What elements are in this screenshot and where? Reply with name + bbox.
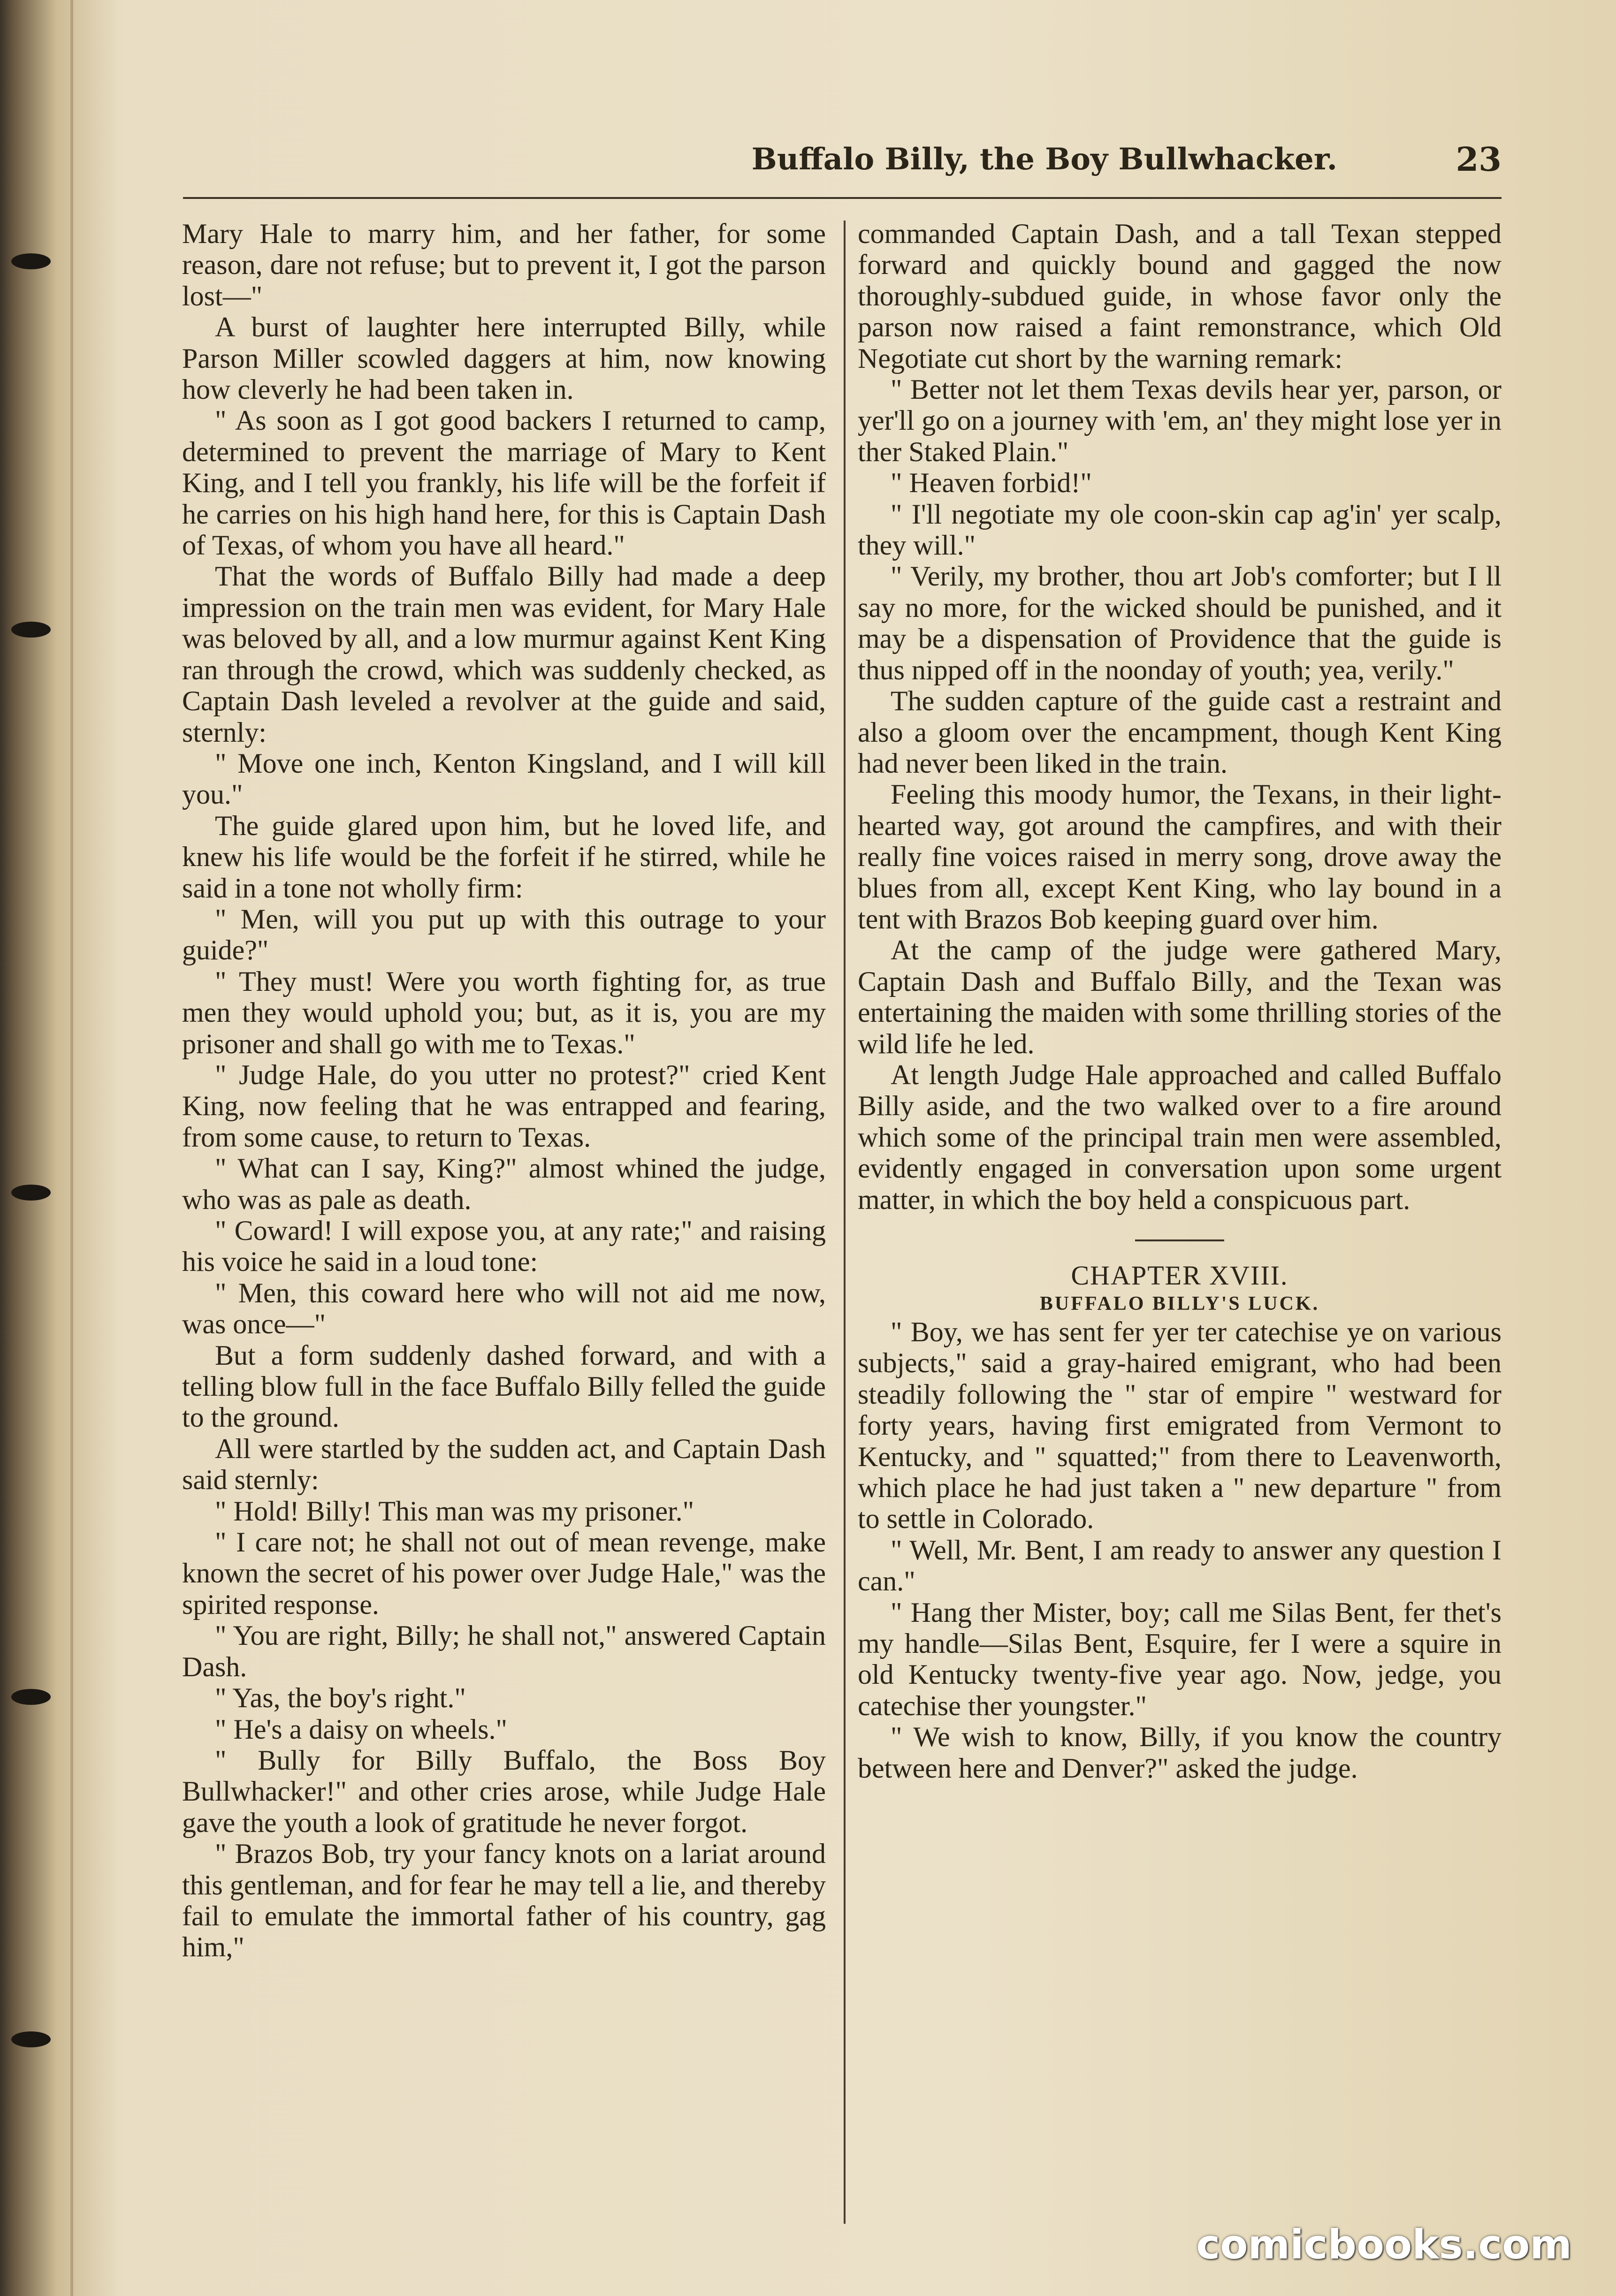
paragraph: " Well, Mr. Bent, I am ready to answer any question I can." [858, 1534, 1502, 1597]
chapter-rule [1135, 1239, 1224, 1241]
paragraph: " They must! Were you worth fighting for, as true men they would uphold you; but, as it is, you are my prisoner and shall go with me to Texas." [182, 966, 826, 1059]
chapter-title: CHAPTER XVIII. [1071, 1260, 1288, 1291]
paragraph: " Heaven forbid!" [891, 467, 1092, 499]
paragraph: " Yas, the boy's right." [215, 1682, 466, 1714]
paragraph: " As soon as I got good backers I returned to camp, determined to prevent the marriage of Mary to Kent King, and I tell you frankly, his life will be the forfeit if he carries on his high hand here, for this is Captain Dash of Texas, of whom you have all heard." [182, 405, 826, 561]
paragraph: " Boy, we has sent fer yer ter catechise ye on various subjects," said a gray-haired emigrant, who had been steadily following the " star of empire " westward for forty years, having first emigrated from Vermont to Kentucky, and " squatted;" from there to Leavenworth, which place he had just taken a " new departure " from to settle in Colorado. [858, 1316, 1502, 1535]
paragraph: Feeling this moody humor, the Texans, in their light-hearted way, got around the campfires, and with their really fine voices raised in merry song, drove away the blues from all, except Kent King, who lay bound in a tent with Brazos Bob keeping guard over him. [858, 779, 1502, 935]
binding-hole [11, 253, 51, 269]
paragraph: " What can I say, King?" almost whined the judge, who was as pale as death. [182, 1153, 826, 1215]
binding-hole [11, 1185, 51, 1201]
right-column [858, 218, 1502, 2226]
binding-hole [11, 622, 51, 638]
binding-gutter [70, 0, 73, 2296]
paragraph: The guide glared upon him, but he loved life, and knew his life would be the forfeit if he stirred, while he said in a tone not wholly firm: [182, 810, 826, 904]
paragraph: " I'll negotiate my ole coon-skin cap ag'in' yer scalp, they will." [858, 498, 1502, 561]
paragraph: " Move one inch, Kenton Kingsland, and I will kill you." [182, 747, 826, 810]
right-column-chapter-body [858, 1316, 1502, 1784]
paragraph: " Bully for Billy Buffalo, the Boss Boy Bullwhacker!" and other cries arose, while Judge Hale gave the youth a look of gratitude he never forgot. [182, 1744, 826, 1838]
paragraph: " Coward! I will expose you, at any rate;" and raising his voice he said in a loud tone: [182, 1215, 826, 1277]
paragraph: That the words of Buffalo Billy had made a deep impression on the train men was evident, for Mary Hale was beloved by all, and a low murmur against Kent King ran through the crowd, which was suddenly checked, as Captain Dash leveled a revolver at the guide and said, sternly: [182, 561, 826, 748]
paragraph: commanded Captain Dash, and a tall Texan stepped forward and quickly bound and gagged the now thoroughly-subdued guide, in whose favor only the parson now raised a faint remonstrance, which Old Negotiate cut short by the warning remark: [858, 218, 1502, 374]
right-column-body [858, 218, 1502, 1215]
watermark: comicbooks.com [1196, 2221, 1572, 2268]
page-number: 23 [1456, 140, 1502, 179]
paragraph: The sudden capture of the guide cast a restraint and also a gloom over the encampment, though Kent King had never been liked in the train. [858, 685, 1502, 779]
binding-hole [11, 2031, 51, 2047]
paragraph: " Men, this coward here who will not aid me now, was once—" [182, 1277, 826, 1340]
paragraph: " He's a daisy on wheels." [215, 1713, 507, 1745]
paragraph: At the camp of the judge were gathered Mary, Captain Dash and Buffalo Billy, and the Texan was entertaining the maiden with some thrilling stories of the wild life he led. [858, 935, 1502, 1059]
paragraph: " Men, will you put up with this outrage to your guide?" [182, 903, 826, 966]
running-title: Buffalo Billy, the Boy Bullwhacker. [751, 142, 1337, 177]
paragraph: At length Judge Hale approached and called Buffalo Billy aside, and the two walked over to a fire around which some of the principal train men were assembled, evidently engaged in conversation upon some urgent matter, in which the boy held a conspicuous part. [858, 1059, 1502, 1215]
paragraph: But a form suddenly dashed forward, and with a telling blow full in the face Buffalo Billy felled the guide to the ground. [182, 1339, 826, 1433]
paragraph: " Verily, my brother, thou art Job's comforter; but I ll say no more, for the wicked should be punished, and it may be a dispensation of Providence that the guide is thus nipped off in the noonday of youth; yea, verily." [858, 561, 1502, 685]
chapter-heading [858, 1239, 1502, 1316]
paragraph: All were startled by the sudden act, and Captain Dash said sternly: [182, 1433, 826, 1496]
paragraph: Mary Hale to marry him, and her father, for some reason, dare not refuse; but to prevent it, I got the parson lost—" [182, 218, 826, 312]
left-column [182, 218, 826, 2226]
paragraph: " Hang ther Mister, boy; call me Silas Bent, fer thet's my handle—Silas Bent, Esquire, fer I were a squire in old Kentucky twenty-five year ago. Now, jedge, you catechise ther youngster." [858, 1597, 1502, 1721]
paragraph: " You are right, Billy; he shall not," answered Captain Dash. [182, 1620, 826, 1682]
paragraph: " We wish to know, Billy, if you know the country between here and Denver?" asked the judge. [858, 1721, 1502, 1784]
paragraph: " Better not let them Texas devils hear yer, parson, or yer'll go on a journey with 'em, an' they might lose yer in ther Staked Plain." [858, 374, 1502, 467]
paragraph: " Hold! Billy! This man was my prisoner." [215, 1495, 694, 1527]
chapter-subtitle: BUFFALO BILLY'S LUCK. [1039, 1293, 1320, 1315]
binding-hole [11, 1689, 51, 1705]
paragraph: " I care not; he shall not out of mean revenge, make known the secret of his power over Judge Hale," was the spirited response. [182, 1527, 826, 1620]
paragraph: " Brazos Bob, try your fancy knots on a lariat around this gentleman, and for fear he may tell a lie, and thereby fail to emulate the immortal father of his country, gag him," [182, 1838, 826, 1963]
paragraph: A burst of laughter here interrupted Billy, while Parson Miller scowled daggers at him, now knowing how cleverly he had been taken in. [182, 312, 826, 405]
column-divider [844, 220, 846, 2224]
paragraph: " Judge Hale, do you utter no protest?" cried Kent King, now feeling that he was entrapped and fearing, from some cause, to return to Texas. [182, 1059, 826, 1153]
running-header [178, 136, 1502, 192]
header-rule [183, 197, 1502, 199]
